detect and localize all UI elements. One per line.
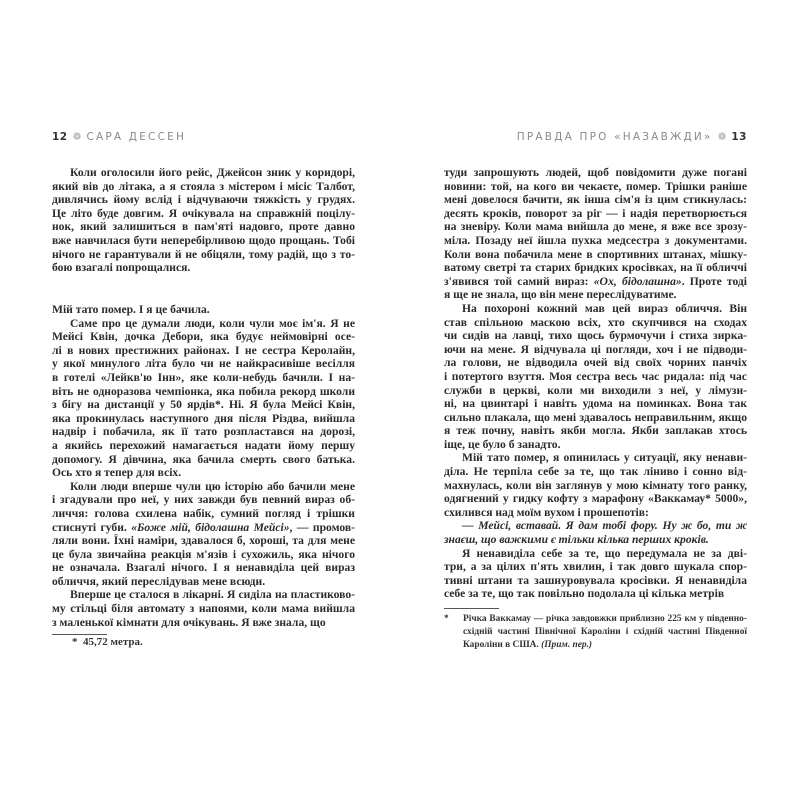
text-line: Коли оголосили його рейс, Джейсон зник у коридорі, <box>70 166 355 179</box>
text-line: ні, на цвинтарі і навіть удома на поминках. Вона так <box>444 397 747 411</box>
text-line: це була звичайна реакція м'язів і сухожиль, яка нічого <box>52 547 355 561</box>
text-line: не означала. Взагалі нічого. І я ненавиділа цей вираз <box>52 561 355 575</box>
paragraph <box>444 302 747 452</box>
text-line: Це літо буде довгим. Я очікувала на справжній поцілу- <box>52 206 355 220</box>
text-line: вже навчилася бути неперебірливою щодо прощань. Тобі <box>52 233 355 247</box>
text-line: обличчя, який переслідував мене всюди. <box>52 574 266 588</box>
text-line: міла. Позаду неї йшла пухка медсестра з документами. <box>444 233 747 247</box>
text-line: який вів до літака, а я стояла з містером і місіс Талбот, <box>52 179 355 193</box>
paragraph <box>444 547 747 601</box>
paragraph <box>444 451 747 519</box>
text-line: іще, це було б занадто. <box>444 437 561 451</box>
page-number: 12 <box>52 131 68 143</box>
text-line: бою взагалі попрощалися. <box>52 261 191 275</box>
flower-ornament-icon: ❁ <box>717 131 727 143</box>
text-line: Саме про це думали люди, коли чули моє ім'я. Я не <box>70 316 355 330</box>
left-page-header <box>52 131 186 143</box>
text-line: Мій тато помер. І я це бачила. <box>52 303 210 316</box>
text-line: ватому светрі та старих бридких кросівках, на її обличчі <box>444 261 747 275</box>
text-line: в готелі «Лейкв'ю Інн», яке коли-небудь бачили. І на- <box>52 370 355 384</box>
text-line: личчя: голова схилена набік, сумний погляд і трішки <box>52 506 355 520</box>
left-page-section-1 <box>52 166 355 275</box>
footnote-line: східній частині Північної Кароліни і східній частині Південної <box>463 627 747 637</box>
left-page-section-2 <box>52 303 355 629</box>
text-line: На похороні кожний мав цей вираз обличчя. Він <box>462 301 747 315</box>
text-line: мені довелося бачити, як інша сім'я із цим стикнулась: <box>444 193 747 207</box>
text-line: себе за те, що так повільно подолала ці кілька метрів <box>444 587 725 601</box>
right-page-header <box>517 131 747 143</box>
text-line: Мій тато помер, я опинилась у ситуації, яку ненави- <box>462 451 747 465</box>
text-line: ючи на мене. Я відчувала ці погляди, хоч і не підводи- <box>444 342 747 356</box>
paragraph <box>52 303 355 317</box>
footnote-line: Кароліни в США. (Прим. пер.) <box>463 640 593 650</box>
running-title: ПРАВДА ПРО «НАЗАВЖДИ» <box>516 131 713 143</box>
text-line: нок, який залишиться в пам'яті надовго, проте давно <box>52 220 355 234</box>
page-number: 13 <box>731 131 747 143</box>
text-line: з бігу на дистанції у 50 ярдів*. Ні. Я була Мейсі Квін, <box>52 398 355 412</box>
text-line: тивні штани та зашнуровувала кросівки. Я ненавиділа <box>444 573 747 587</box>
text-line: Мейсі Квін, дочка Дебори, яка будує неймовірні осе- <box>52 330 355 344</box>
text-line: знаєш, що важкими є тільки кілька перших кроків. <box>444 533 709 547</box>
text-line: надвір і побачила, як її тато розпластався на дорозі, <box>52 425 355 439</box>
text-line: схилився над моїм вухом і прошепотів: <box>444 505 649 519</box>
text-line: чи сидів на лавці, тихо щось бурмочучи і стиха зирка- <box>444 329 747 343</box>
text-line: ла голови, не відводила очей від своїх чорних панчіх <box>444 356 747 370</box>
paragraph <box>444 519 747 546</box>
text-line: Я ненавиділа себе за те, що передумала не за дві- <box>462 546 747 560</box>
text-line: махнулась, коли він заглянув у мою кімнату того ранку, <box>444 478 747 492</box>
left-footnote <box>72 636 143 649</box>
text-line: одягнений у гидку кофту з марафону «Ваккамау* 5000», <box>444 492 747 506</box>
text-line: і згадували про неї, у них завжди був певний вираз об- <box>52 493 355 507</box>
text-line: у якої минулого літа було чи не найкрасивіше весілля <box>52 357 355 371</box>
text-line: — Мейсі, вставай. Я дам тобі фору. Ну ж бо, ти ж <box>462 519 747 533</box>
text-line: став спільною маскою всіх, хто скупчився на сходах <box>444 315 747 329</box>
text-line: я теж почну, навіть якби могла. Якби заплакав хтось <box>444 424 747 438</box>
text-line: з маленької кімнати для очікувань. Я вже знала, що <box>52 615 326 629</box>
text-line: на зневіру. Коли мама вийшла до мене, я вже все зрозу- <box>444 220 747 234</box>
text-line: Ось хто я тепер для всіх. <box>52 466 182 480</box>
text-line: три, а за цілих п'ять хвилин, і так довго шукала спор- <box>444 560 747 574</box>
text-line: Коли вона побачила мене в спортивних штанах, мішку- <box>444 247 747 261</box>
text-line: стиснуті губи. «Боже мій, бідолашна Мейсі», — промов- <box>52 520 355 534</box>
text-line: нічого не гарантували й не обіцяли, тому радій, що з то- <box>52 247 355 261</box>
footnote-line: Річка Ваккамау — річка завдовжки приблизно 225 км у південно- <box>463 614 747 624</box>
running-title: САРА ДЕССЕН <box>86 131 187 143</box>
footnote-rule <box>444 608 499 609</box>
text-line: новини: той, на кого ви чекаєте, помер. Трішки раніше <box>444 179 747 193</box>
text-line: туди запрошують людей, щоб повідомити дуже погані <box>444 166 747 179</box>
footnote-marker: * <box>444 614 449 624</box>
text-line: Вперше це сталося в лікарні. Я сиділа на пластиково- <box>70 588 355 602</box>
text-line: служби в церкві, коли ми виходили з неї, у лімузи- <box>444 383 747 397</box>
text-line: і потертого взуття. Моя сестра весь час ридала: під час <box>444 369 747 383</box>
footnote-marker: * <box>72 636 78 648</box>
text-line: з'явився той самий вираз: «Ох, бідолашна». Проте тоді <box>444 274 747 288</box>
text-line: му стільці біля автомату з напоями, коли мама вийшла <box>52 602 355 616</box>
text-line: сильно плакала, що мені здавалось неправильним, якщо <box>444 410 747 424</box>
paragraph <box>444 166 747 302</box>
footnote-text: 45,72 метра. <box>83 636 143 648</box>
text-line: дивлячись йому вслід і відчуваючи тяжкість у грудях. <box>52 193 355 207</box>
text-line: діла. Не терпіла себе за те, що так ліниво і сонно від- <box>444 465 747 479</box>
text-line: віть не одноразова чемпіонка, яка побила рекорд школи <box>52 384 355 398</box>
paragraph <box>52 480 355 589</box>
right-footnote <box>444 613 747 652</box>
text-line: ляли вони. Їхні наміри, здавалося б, хороші, та для мене <box>52 534 355 548</box>
paragraph <box>52 317 355 480</box>
text-line: десять кроків, поворот за ріг — і надія перетворюється <box>444 206 747 220</box>
text-line: я ще не знала, що він мене переслідуватиме. <box>444 288 677 302</box>
footnote-rule <box>52 634 107 635</box>
right-page-body <box>444 166 747 601</box>
paragraph <box>52 588 355 629</box>
text-line: а якийсь перехожий намагається надати йому першу <box>52 438 355 452</box>
paragraph <box>52 166 355 275</box>
text-line: Коли люди вперше чули цю історію або бачили мене <box>70 479 355 493</box>
flower-ornament-icon: ❁ <box>72 131 82 143</box>
text-line: лі в нових престижних районах. І не сестра Керолайн, <box>52 343 355 357</box>
text-line: яка прокинулась наступного дня після Різдва, вийшла <box>52 411 355 425</box>
text-line: допомогу. Я дівчина, яка бачила смерть свого батька. <box>52 452 355 466</box>
